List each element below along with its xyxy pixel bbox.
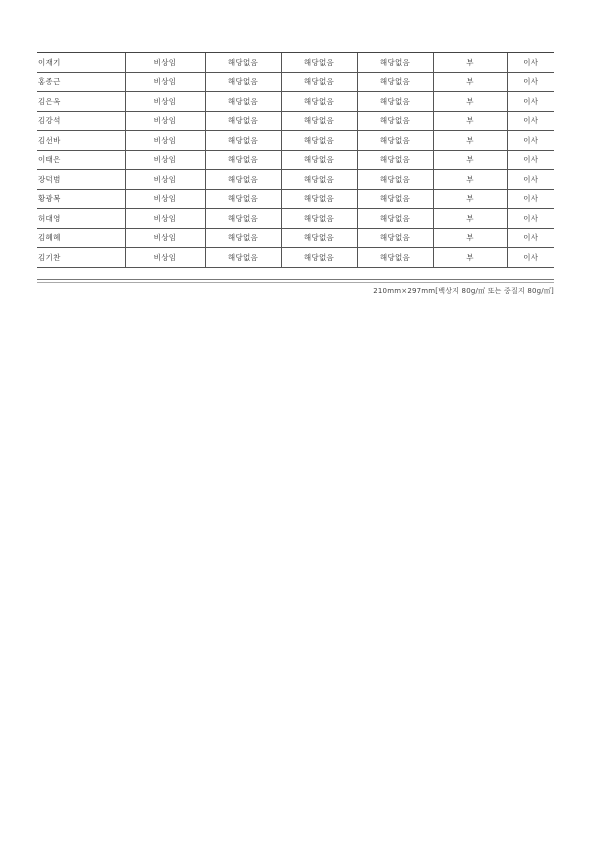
officer-name-cell: 김기찬 bbox=[37, 248, 125, 268]
flag-cell: 부 bbox=[433, 248, 507, 268]
criteria-a-cell: 해당없음 bbox=[205, 53, 281, 73]
appointment-type-cell: 비상임 bbox=[125, 209, 205, 229]
criteria-a-cell: 해당없음 bbox=[205, 170, 281, 190]
flag-cell: 부 bbox=[433, 111, 507, 131]
flag-cell: 부 bbox=[433, 209, 507, 229]
officer-name-cell: 김혜혜 bbox=[37, 228, 125, 248]
criteria-c-cell: 해당없음 bbox=[357, 170, 433, 190]
table-bottom-rule-secondary bbox=[37, 282, 554, 283]
criteria-c-cell: 해당없음 bbox=[357, 189, 433, 209]
criteria-b-cell: 해당없음 bbox=[281, 189, 357, 209]
table-row bbox=[37, 189, 554, 209]
criteria-a-cell: 해당없음 bbox=[205, 111, 281, 131]
criteria-c-cell: 해당없음 bbox=[357, 111, 433, 131]
officer-table-body bbox=[37, 53, 554, 268]
flag-cell: 부 bbox=[433, 228, 507, 248]
officer-name-cell: 허대영 bbox=[37, 209, 125, 229]
position-cell: 이사 bbox=[507, 111, 554, 131]
appointment-type-cell: 비상임 bbox=[125, 53, 205, 73]
position-cell: 이사 bbox=[507, 228, 554, 248]
criteria-b-cell: 해당없음 bbox=[281, 111, 357, 131]
criteria-c-cell: 해당없음 bbox=[357, 248, 433, 268]
appointment-type-cell: 비상임 bbox=[125, 189, 205, 209]
appointment-type-cell: 비상임 bbox=[125, 72, 205, 92]
criteria-a-cell: 해당없음 bbox=[205, 72, 281, 92]
table-row bbox=[37, 92, 554, 112]
criteria-c-cell: 해당없음 bbox=[357, 150, 433, 170]
table-row bbox=[37, 111, 554, 131]
criteria-b-cell: 해당없음 bbox=[281, 209, 357, 229]
criteria-b-cell: 해당없음 bbox=[281, 150, 357, 170]
appointment-type-cell: 비상임 bbox=[125, 170, 205, 190]
position-cell: 이사 bbox=[507, 248, 554, 268]
criteria-a-cell: 해당없음 bbox=[205, 150, 281, 170]
table-row bbox=[37, 72, 554, 92]
position-cell: 이사 bbox=[507, 131, 554, 151]
officer-table bbox=[37, 52, 554, 268]
criteria-b-cell: 해당없음 bbox=[281, 131, 357, 151]
position-cell: 이사 bbox=[507, 53, 554, 73]
appointment-type-cell: 비상임 bbox=[125, 228, 205, 248]
criteria-b-cell: 해당없음 bbox=[281, 92, 357, 112]
table-row bbox=[37, 248, 554, 268]
officer-name-cell: 장덕범 bbox=[37, 170, 125, 190]
criteria-b-cell: 해당없음 bbox=[281, 248, 357, 268]
criteria-b-cell: 해당없음 bbox=[281, 72, 357, 92]
position-cell: 이사 bbox=[507, 189, 554, 209]
flag-cell: 부 bbox=[433, 72, 507, 92]
position-cell: 이사 bbox=[507, 170, 554, 190]
officer-name-cell: 이재기 bbox=[37, 53, 125, 73]
criteria-c-cell: 해당없음 bbox=[357, 228, 433, 248]
criteria-c-cell: 해당없음 bbox=[357, 131, 433, 151]
flag-cell: 부 bbox=[433, 131, 507, 151]
flag-cell: 부 bbox=[433, 150, 507, 170]
criteria-c-cell: 해당없음 bbox=[357, 72, 433, 92]
position-cell: 이사 bbox=[507, 72, 554, 92]
officer-name-cell: 김은옥 bbox=[37, 92, 125, 112]
table-row bbox=[37, 228, 554, 248]
criteria-a-cell: 해당없음 bbox=[205, 228, 281, 248]
position-cell: 이사 bbox=[507, 209, 554, 229]
table-row bbox=[37, 209, 554, 229]
criteria-a-cell: 해당없음 bbox=[205, 189, 281, 209]
officer-name-cell: 김강석 bbox=[37, 111, 125, 131]
officer-name-cell: 이태은 bbox=[37, 150, 125, 170]
criteria-c-cell: 해당없음 bbox=[357, 209, 433, 229]
paper-spec-note: 210mm×297mm[백상지 80g/㎡ 또는 중질지 80g/㎡] bbox=[373, 287, 554, 295]
appointment-type-cell: 비상임 bbox=[125, 111, 205, 131]
appointment-type-cell: 비상임 bbox=[125, 131, 205, 151]
criteria-c-cell: 해당없음 bbox=[357, 53, 433, 73]
flag-cell: 부 bbox=[433, 92, 507, 112]
criteria-a-cell: 해당없음 bbox=[205, 248, 281, 268]
table-row bbox=[37, 170, 554, 190]
table-row bbox=[37, 150, 554, 170]
position-cell: 이사 bbox=[507, 92, 554, 112]
appointment-type-cell: 비상임 bbox=[125, 248, 205, 268]
flag-cell: 부 bbox=[433, 53, 507, 73]
officer-name-cell: 김선바 bbox=[37, 131, 125, 151]
criteria-a-cell: 해당없음 bbox=[205, 209, 281, 229]
criteria-b-cell: 해당없음 bbox=[281, 53, 357, 73]
table-row bbox=[37, 53, 554, 73]
table-row bbox=[37, 131, 554, 151]
appointment-type-cell: 비상임 bbox=[125, 92, 205, 112]
flag-cell: 부 bbox=[433, 170, 507, 190]
criteria-a-cell: 해당없음 bbox=[205, 131, 281, 151]
criteria-a-cell: 해당없음 bbox=[205, 92, 281, 112]
criteria-b-cell: 해당없음 bbox=[281, 170, 357, 190]
officer-name-cell: 홍종근 bbox=[37, 72, 125, 92]
criteria-c-cell: 해당없음 bbox=[357, 92, 433, 112]
appointment-type-cell: 비상임 bbox=[125, 150, 205, 170]
flag-cell: 부 bbox=[433, 189, 507, 209]
position-cell: 이사 bbox=[507, 150, 554, 170]
criteria-b-cell: 해당없음 bbox=[281, 228, 357, 248]
officer-name-cell: 황광복 bbox=[37, 189, 125, 209]
table-bottom-rule bbox=[37, 279, 554, 280]
